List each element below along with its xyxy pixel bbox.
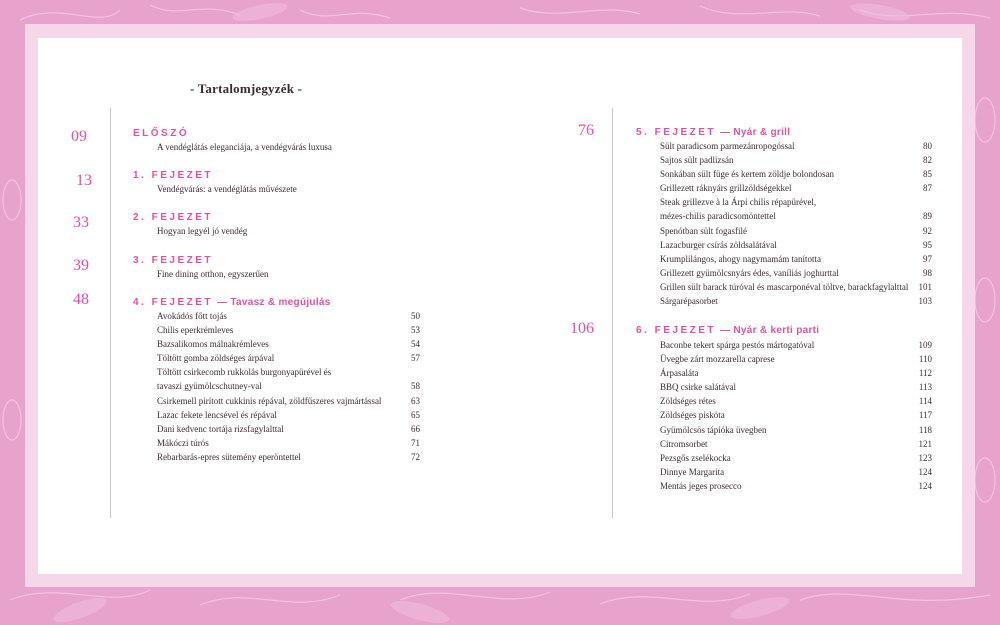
recipe-page: 63 [411,395,420,406]
chapter-3-description: Fine dining otthon, egyszerűen [157,269,269,279]
recipe-name: Árpasaláta [660,368,699,379]
center-divider [612,108,613,518]
list-item [157,309,420,323]
list-item [157,337,420,351]
recipe-name: Zöldséges piskóta [660,410,725,421]
recipe-name: Dinnye Margarita [660,466,725,477]
list-item [157,436,420,450]
recipe-page: 113 [918,382,932,393]
recipe-page: 98 [923,267,932,278]
recipe-page: 72 [411,451,420,462]
chapter-eloszo-description: A vendéglátás eleganciája, a vendégvárás luxusa [157,142,332,152]
recipe-name: Sonkában sült füge és kertem zöldje bolondosan [660,169,834,180]
recipe-page: 118 [918,424,932,435]
recipe-page: 109 [918,340,932,350]
list-item [660,153,932,167]
list-item [660,224,932,238]
recipe-name: Zöldséges rétes [660,396,716,407]
chapter-2-description: Hogyan legyél jó vendég [157,226,248,236]
list-item [660,195,932,209]
page-number-ch1: 13 [76,172,92,189]
recipe-name: Mákóczi túrós [157,437,209,448]
recipe-name: Steak grillezve à la Árpi chilis répapürével, [660,197,817,208]
recipe-name: Csirkemell pirított cukkinis répával, zöldfűszeres vajmártással [157,395,382,406]
recipe-page: 54 [411,339,420,350]
recipe-name: Bazsalikomos málnakrémleves [157,339,269,350]
recipe-name: Töltött csirkecomb rukkolás burgonyapürével és [157,367,332,378]
list-item [660,380,932,394]
recipe-page: 95 [923,239,932,250]
list-item [660,139,932,153]
recipe-page: 92 [923,225,932,236]
recipe-page: 117 [918,410,932,421]
chapter-subtitle: — Tavasz & megújulás [217,297,331,308]
recipe-name: Pezsgős zselékocka [660,452,731,463]
list-item [660,181,932,195]
list-item [660,294,932,308]
recipe-name: Krumplilángos, ahogy nagymamám tanította [660,253,821,264]
list-item [157,323,420,337]
page-number-ch6: 106 [570,320,594,337]
recipe-name: Citromsorbet [660,438,708,449]
list-item [660,238,932,252]
chapter-label: 6. FEJEZET [636,325,717,336]
chapter-4-recipe-list [157,309,420,464]
chapter-label: 1. FEJEZET [133,170,214,181]
chapter-1-heading [133,170,213,181]
recipe-page: 103 [918,296,932,307]
left-divider [110,108,111,518]
recipe-name: tavaszi gyümölcschutney-val [157,381,262,392]
recipe-name: Lazacburger csírás zöldsalátával [660,239,777,250]
chapter-label: 4. FEJEZET [133,297,214,308]
list-item [157,379,420,393]
recipe-name: Chilis eperkrémleves [157,325,234,336]
recipe-page: 110 [918,354,932,365]
recipe-name: Lazac fekete lencsével és répával [157,409,277,420]
list-item [660,280,932,294]
recipe-page: 58 [411,381,420,392]
toc-title: - Tartalomjegyzék - [190,81,303,96]
list-item [157,422,420,436]
recipe-page: 85 [923,169,932,180]
list-item [660,252,932,266]
list-item [660,465,932,479]
list-item [660,479,932,493]
chapter-label: 2. FEJEZET [133,212,214,223]
recipe-page: 80 [923,141,932,151]
chapter-1-description: Vendégvárás: a vendéglátás művészete [157,184,297,194]
chapter-eloszo-heading [133,128,189,139]
page-number-ch4: 48 [73,291,89,308]
recipe-page: 82 [923,155,932,166]
recipe-name: Dani kedvenc tortája rizsfagylalttal [157,423,284,434]
chapter-label: 3. FEJEZET [133,255,214,266]
list-item [157,450,420,464]
recipe-name: Grillezett ráknyárs grillzöldségekkel [660,183,792,194]
chapter-5-recipe-list [660,139,932,308]
recipe-page: 124 [918,480,932,491]
list-item [660,437,932,451]
recipe-page: 53 [411,325,420,336]
list-item [660,451,932,465]
list-item [157,394,420,408]
recipe-page: 114 [918,396,932,407]
chapter-5-heading [636,127,790,138]
page-number-ch3: 39 [73,257,89,274]
recipe-page: 101 [918,281,932,292]
recipe-page: 89 [923,211,932,222]
recipe-page: 65 [411,409,420,420]
recipe-name: Sajtos sült padlizsán [660,155,734,166]
recipe-page: 57 [411,353,420,364]
recipe-page: 97 [923,253,932,264]
page-number-ch5: 76 [578,122,594,139]
recipe-name: BBQ csirke salátával [660,382,736,393]
recipe-page: 66 [411,423,420,434]
recipe-name: Grillen sült barack túróval és mascarponéval töltve, barackfagylalttal [660,281,909,292]
list-item [660,408,932,422]
chapter-3-heading [133,255,213,266]
recipe-page: 123 [918,452,932,463]
chapter-subtitle: — Nyár & grill [720,127,791,138]
recipe-page: 121 [918,438,932,449]
list-item [660,352,932,366]
list-item [660,423,932,437]
chapter-6-heading [636,325,819,336]
recipe-name: Mentás jeges prosecco [660,480,742,491]
chapter-label: ELŐSZÓ [133,128,190,139]
list-item [157,408,420,422]
recipe-page: 71 [411,437,420,448]
list-item [660,366,932,380]
page-number-eloszo: 09 [71,128,87,145]
chapter-4-heading [133,297,331,308]
recipe-name: Sült paradicsom parmezánropogóssal [660,141,795,151]
recipe-name: Grillezett gyümölcsnyárs édes, vaníliás joghurttal [660,267,839,278]
recipe-page: 112 [918,368,932,379]
chapter-subtitle: — Nyár & kerti parti [720,325,820,336]
recipe-name: Baconbe tekert spárga pestós mártogatóval [660,340,815,350]
recipe-page: 87 [923,183,932,194]
list-item [660,167,932,181]
recipe-name: Spenótban sült fogasfilé [660,225,747,236]
list-item [157,365,420,379]
list-item [660,266,932,280]
recipe-name: Sárgarépasorbet [660,296,718,307]
list-item [660,338,932,352]
recipe-name: Töltött gomba zöldséges árpával [157,353,275,364]
page-number-ch2: 33 [73,214,89,231]
recipe-name: Rebarbarás-epres sütemény eperöntettel [157,451,301,462]
recipe-page: 124 [918,466,932,477]
chapter-label: 5. FEJEZET [636,127,717,138]
recipe-name: Gyümölcsös tápióka üvegben [660,424,767,435]
recipe-name: Üvegbe zárt mozzarella caprese [660,354,775,365]
list-item [660,209,932,223]
recipe-name: mézes-chilis paradicsomöntettel [660,211,776,222]
chapter-6-recipe-list [660,338,932,493]
recipe-page: 50 [411,311,420,321]
list-item [660,394,932,408]
chapter-2-heading [133,212,213,223]
list-item [157,351,420,365]
recipe-name: Avokádós főtt tojás [157,311,227,321]
